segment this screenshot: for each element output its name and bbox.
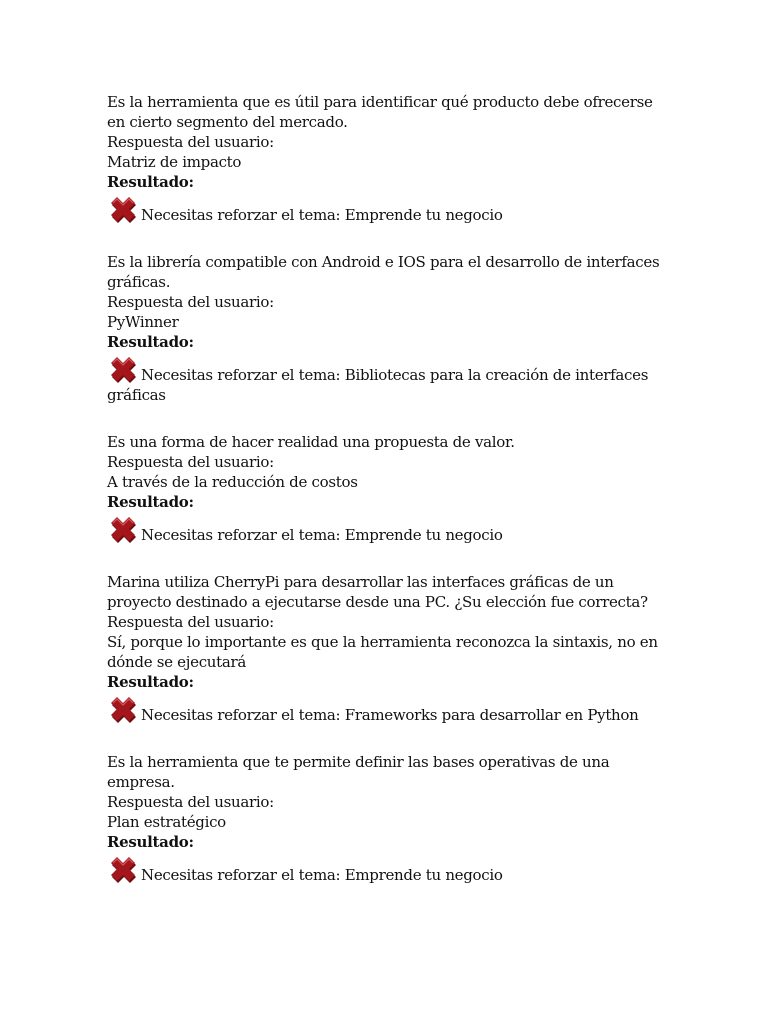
user-answer: PyWinner [107,313,179,331]
user-answer: Sí, porque lo importante es que la herramienta reconozca la sintaxis, no en dónde se ejecutará [107,633,658,671]
result-label: Resultado: [107,833,194,851]
question-text: Marina utiliza CherryPi para desarrollar las interfaces gráficas de un proyecto destinado a ejecutarse desde una PC. ¿Su elección fue correcta? [107,573,648,611]
answer-label: Respuesta del usuario: [107,133,274,151]
quiz-item-2 [107,252,667,405]
red-x-icon [107,853,139,885]
question-text: Es una forma de hacer realidad una propuesta de valor. [107,433,515,451]
red-x-icon [107,193,139,225]
question-text: Es la herramienta que te permite definir las bases operativas de una empresa. [107,753,610,791]
quiz-item-1 [107,92,667,225]
red-x-icon [107,513,139,545]
result-row [107,853,667,885]
answer-label: Respuesta del usuario: [107,613,274,631]
answer-label: Respuesta del usuario: [107,793,274,811]
result-label: Resultado: [107,173,194,191]
red-x-icon [107,353,139,385]
user-answer: Plan estratégico [107,813,226,831]
result-label: Resultado: [107,493,194,511]
user-answer: A través de la reducción de costos [107,473,358,491]
question-text: Es la librería compatible con Android e IOS para el desarrollo de interfaces gráficas. [107,253,660,291]
result-label: Resultado: [107,333,194,351]
feedback-text: Necesitas reforzar el tema: Emprende tu negocio [141,206,503,224]
red-x-icon [107,693,139,725]
question-text: Es la herramienta que es útil para identificar qué producto debe ofrecerse en cierto segmento del mercado. [107,93,653,131]
quiz-item-3 [107,432,667,545]
answer-label: Respuesta del usuario: [107,293,274,311]
result-row [107,353,667,405]
feedback-text: Necesitas reforzar el tema: Bibliotecas para la creación de interfaces gráficas [107,366,649,404]
feedback-text: Necesitas reforzar el tema: Emprende tu negocio [141,866,503,884]
result-label: Resultado: [107,673,194,691]
quiz-item-5 [107,752,667,885]
feedback-text: Necesitas reforzar el tema: Emprende tu negocio [141,526,503,544]
answer-label: Respuesta del usuario: [107,453,274,471]
result-row [107,693,667,725]
quiz-results [107,92,667,885]
feedback-text: Necesitas reforzar el tema: Frameworks para desarrollar en Python [141,706,639,724]
result-row [107,193,667,225]
user-answer: Matriz de impacto [107,153,242,171]
result-row [107,513,667,545]
quiz-item-4 [107,572,667,725]
